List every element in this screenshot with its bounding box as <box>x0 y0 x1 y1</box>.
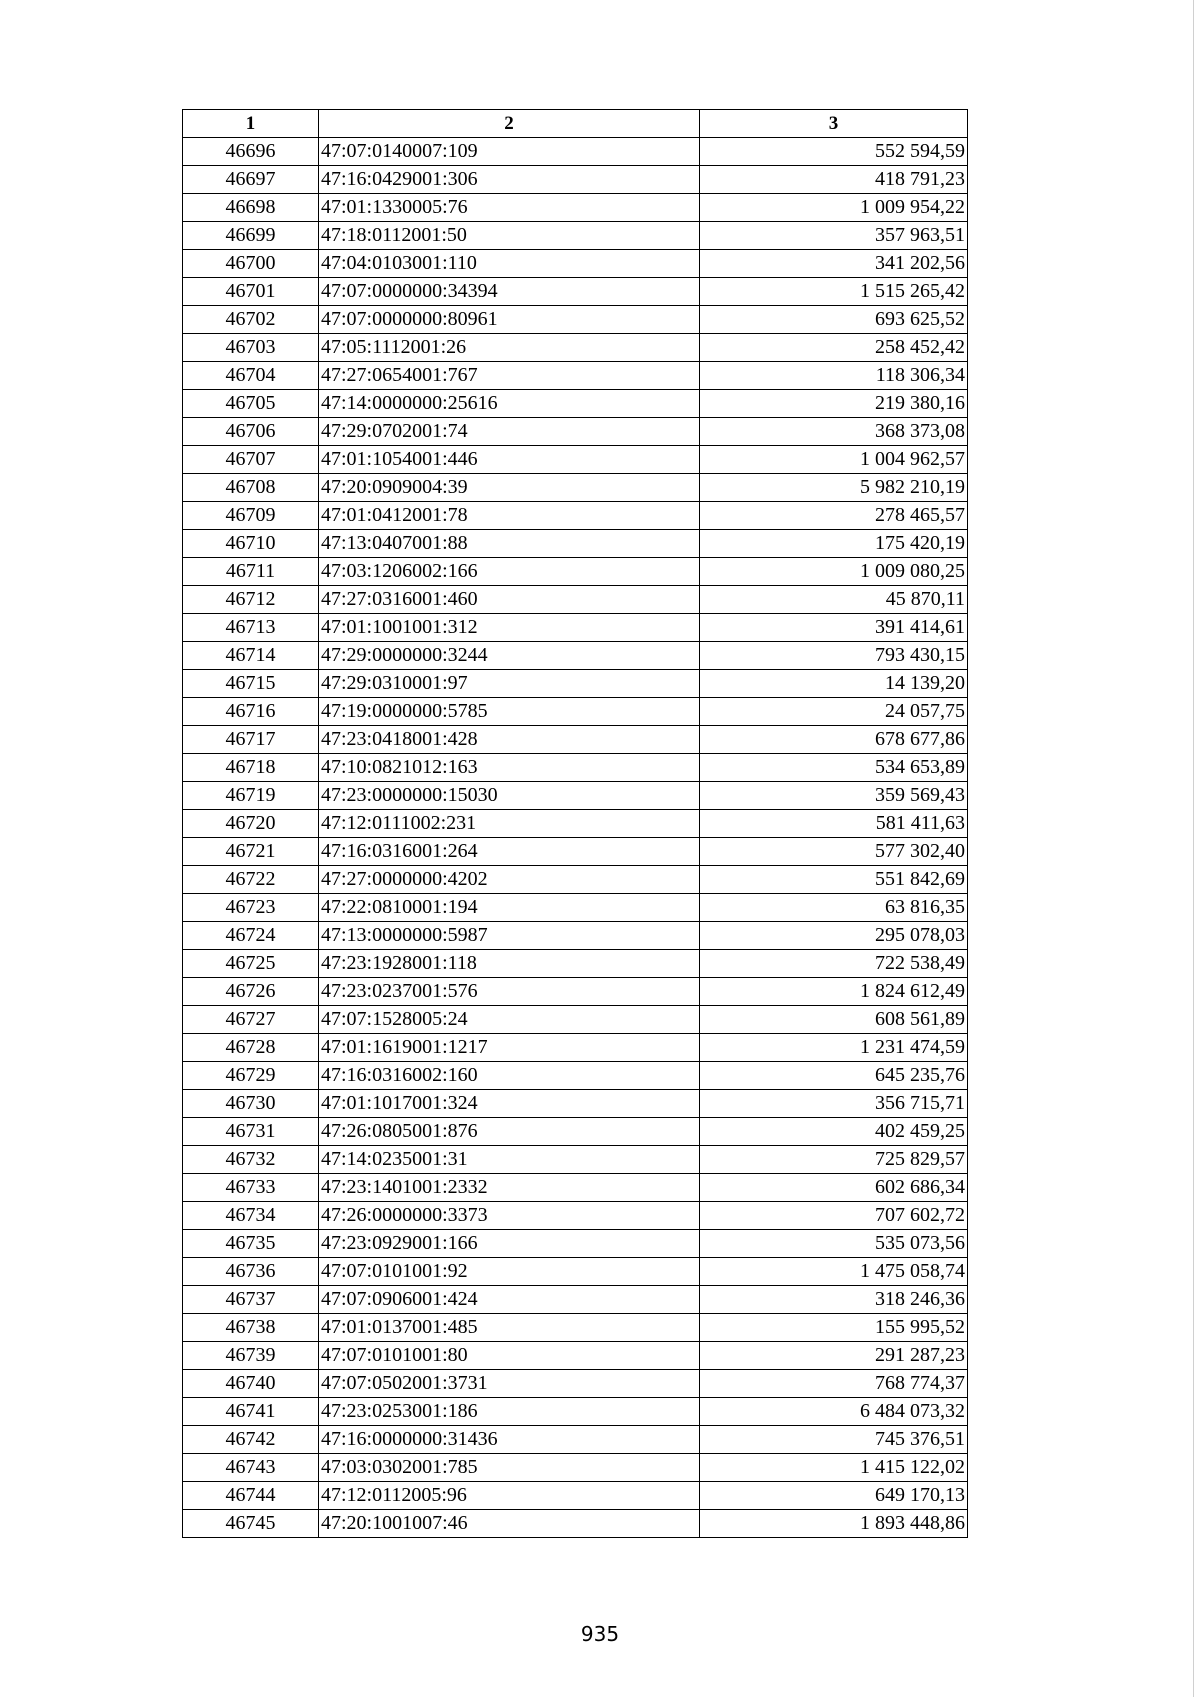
cadastral-number-cell: 47:20:1001007:46 <box>319 1510 700 1538</box>
row-number-cell: 46712 <box>183 586 319 614</box>
value-cell: 278 465,57 <box>700 502 968 530</box>
value-cell: 649 170,13 <box>700 1482 968 1510</box>
page-edge-line <box>1193 0 1194 1697</box>
row-number-cell: 46734 <box>183 1202 319 1230</box>
cadastral-number-cell: 47:07:0101001:92 <box>319 1258 700 1286</box>
row-number-cell: 46704 <box>183 362 319 390</box>
row-number-cell: 46716 <box>183 698 319 726</box>
cadastral-number-cell: 47:01:1054001:446 <box>319 446 700 474</box>
table-row <box>183 1006 968 1034</box>
row-number-cell: 46727 <box>183 1006 319 1034</box>
table-row <box>183 502 968 530</box>
value-cell: 534 653,89 <box>700 754 968 782</box>
table-row <box>183 446 968 474</box>
row-number-cell: 46719 <box>183 782 319 810</box>
row-number-cell: 46738 <box>183 1314 319 1342</box>
table-row <box>183 334 968 362</box>
cadastral-number-cell: 47:16:0316002:160 <box>319 1062 700 1090</box>
cadastral-number-cell: 47:29:0702001:74 <box>319 418 700 446</box>
cadastral-number-cell: 47:07:0502001:3731 <box>319 1370 700 1398</box>
row-number-cell: 46701 <box>183 278 319 306</box>
value-cell: 1 009 954,22 <box>700 194 968 222</box>
table-row <box>183 894 968 922</box>
cadastral-number-cell: 47:23:0418001:428 <box>319 726 700 754</box>
row-number-cell: 46740 <box>183 1370 319 1398</box>
row-number-cell: 46737 <box>183 1286 319 1314</box>
cadastral-number-cell: 47:19:0000000:5785 <box>319 698 700 726</box>
row-number-cell: 46736 <box>183 1258 319 1286</box>
table-row <box>183 558 968 586</box>
column-header-3: 3 <box>700 110 968 138</box>
row-number-cell: 46707 <box>183 446 319 474</box>
table-row <box>183 978 968 1006</box>
value-cell: 63 816,35 <box>700 894 968 922</box>
value-cell: 1 004 962,57 <box>700 446 968 474</box>
value-cell: 552 594,59 <box>700 138 968 166</box>
table-row <box>183 726 968 754</box>
value-cell: 219 380,16 <box>700 390 968 418</box>
table-row <box>183 194 968 222</box>
row-number-cell: 46728 <box>183 1034 319 1062</box>
row-number-cell: 46722 <box>183 866 319 894</box>
row-number-cell: 46743 <box>183 1454 319 1482</box>
value-cell: 14 139,20 <box>700 670 968 698</box>
value-cell: 1 893 448,86 <box>700 1510 968 1538</box>
table-row <box>183 1426 968 1454</box>
cadastral-number-cell: 47:01:1001001:312 <box>319 614 700 642</box>
table-row <box>183 810 968 838</box>
row-number-cell: 46731 <box>183 1118 319 1146</box>
cadastral-number-cell: 47:07:0000000:80961 <box>319 306 700 334</box>
table-row <box>183 1482 968 1510</box>
cadastral-number-cell: 47:26:0805001:876 <box>319 1118 700 1146</box>
cadastral-number-cell: 47:23:0929001:166 <box>319 1230 700 1258</box>
value-cell: 678 677,86 <box>700 726 968 754</box>
cadastral-number-cell: 47:23:1928001:118 <box>319 950 700 978</box>
row-number-cell: 46741 <box>183 1398 319 1426</box>
row-number-cell: 46696 <box>183 138 319 166</box>
table-row <box>183 250 968 278</box>
cadastral-number-cell: 47:13:0000000:5987 <box>319 922 700 950</box>
table-row <box>183 1398 968 1426</box>
value-cell: 357 963,51 <box>700 222 968 250</box>
row-number-cell: 46718 <box>183 754 319 782</box>
value-cell: 356 715,71 <box>700 1090 968 1118</box>
table-body <box>183 138 968 1538</box>
row-number-cell: 46713 <box>183 614 319 642</box>
cadastral-number-cell: 47:01:1330005:76 <box>319 194 700 222</box>
column-header-2: 2 <box>319 110 700 138</box>
cadastral-number-cell: 47:07:0906001:424 <box>319 1286 700 1314</box>
table-row <box>183 1090 968 1118</box>
row-number-cell: 46721 <box>183 838 319 866</box>
cadastral-number-cell: 47:04:0103001:110 <box>319 250 700 278</box>
cadastral-number-cell: 47:16:0429001:306 <box>319 166 700 194</box>
cadastral-number-cell: 47:10:0821012:163 <box>319 754 700 782</box>
table-row <box>183 1034 968 1062</box>
value-cell: 402 459,25 <box>700 1118 968 1146</box>
row-number-cell: 46714 <box>183 642 319 670</box>
value-cell: 175 420,19 <box>700 530 968 558</box>
value-cell: 118 306,34 <box>700 362 968 390</box>
value-cell: 45 870,11 <box>700 586 968 614</box>
cadastral-number-cell: 47:14:0000000:25616 <box>319 390 700 418</box>
value-cell: 745 376,51 <box>700 1426 968 1454</box>
row-number-cell: 46702 <box>183 306 319 334</box>
value-cell: 291 287,23 <box>700 1342 968 1370</box>
row-number-cell: 46726 <box>183 978 319 1006</box>
table-row <box>183 1314 968 1342</box>
value-cell: 722 538,49 <box>700 950 968 978</box>
table-row <box>183 1118 968 1146</box>
value-cell: 645 235,76 <box>700 1062 968 1090</box>
value-cell: 1 009 080,25 <box>700 558 968 586</box>
table-row <box>183 306 968 334</box>
table-row <box>183 1342 968 1370</box>
table-row <box>183 838 968 866</box>
cadastral-number-cell: 47:01:0137001:485 <box>319 1314 700 1342</box>
cadastral-number-cell: 47:22:0810001:194 <box>319 894 700 922</box>
value-cell: 577 302,40 <box>700 838 968 866</box>
cadastral-number-cell: 47:01:1017001:324 <box>319 1090 700 1118</box>
table-row <box>183 866 968 894</box>
row-number-cell: 46710 <box>183 530 319 558</box>
cadastral-number-cell: 47:27:0000000:4202 <box>319 866 700 894</box>
row-number-cell: 46733 <box>183 1174 319 1202</box>
value-cell: 359 569,43 <box>700 782 968 810</box>
value-cell: 24 057,75 <box>700 698 968 726</box>
row-number-cell: 46705 <box>183 390 319 418</box>
registry-table <box>182 109 968 1538</box>
value-cell: 155 995,52 <box>700 1314 968 1342</box>
cadastral-number-cell: 47:07:1528005:24 <box>319 1006 700 1034</box>
cadastral-number-cell: 47:05:1112001:26 <box>319 334 700 362</box>
value-cell: 1 231 474,59 <box>700 1034 968 1062</box>
table-row <box>183 1454 968 1482</box>
value-cell: 1 415 122,02 <box>700 1454 968 1482</box>
table-row <box>183 614 968 642</box>
table-row <box>183 1510 968 1538</box>
cadastral-number-cell: 47:20:0909004:39 <box>319 474 700 502</box>
row-number-cell: 46711 <box>183 558 319 586</box>
value-cell: 1 475 058,74 <box>700 1258 968 1286</box>
table-row <box>183 782 968 810</box>
value-cell: 725 829,57 <box>700 1146 968 1174</box>
cadastral-number-cell: 47:01:1619001:1217 <box>319 1034 700 1062</box>
cadastral-number-cell: 47:23:1401001:2332 <box>319 1174 700 1202</box>
value-cell: 768 774,37 <box>700 1370 968 1398</box>
row-number-cell: 46720 <box>183 810 319 838</box>
table-row <box>183 1062 968 1090</box>
table-row <box>183 1146 968 1174</box>
table-row <box>183 530 968 558</box>
cadastral-number-cell: 47:12:0111002:231 <box>319 810 700 838</box>
table-header <box>183 110 968 138</box>
cadastral-number-cell: 47:29:0310001:97 <box>319 670 700 698</box>
value-cell: 693 625,52 <box>700 306 968 334</box>
table-row <box>183 922 968 950</box>
row-number-cell: 46717 <box>183 726 319 754</box>
cadastral-number-cell: 47:23:0000000:15030 <box>319 782 700 810</box>
row-number-cell: 46735 <box>183 1230 319 1258</box>
row-number-cell: 46697 <box>183 166 319 194</box>
value-cell: 551 842,69 <box>700 866 968 894</box>
cadastral-number-cell: 47:03:0302001:785 <box>319 1454 700 1482</box>
row-number-cell: 46715 <box>183 670 319 698</box>
table-row <box>183 390 968 418</box>
value-cell: 1 515 265,42 <box>700 278 968 306</box>
table-row <box>183 950 968 978</box>
table-row <box>183 1174 968 1202</box>
row-number-cell: 46745 <box>183 1510 319 1538</box>
value-cell: 5 982 210,19 <box>700 474 968 502</box>
row-number-cell: 46706 <box>183 418 319 446</box>
table-row <box>183 138 968 166</box>
row-number-cell: 46703 <box>183 334 319 362</box>
table-row <box>183 278 968 306</box>
table-row <box>183 362 968 390</box>
value-cell: 368 373,08 <box>700 418 968 446</box>
value-cell: 341 202,56 <box>700 250 968 278</box>
value-cell: 602 686,34 <box>700 1174 968 1202</box>
cadastral-number-cell: 47:23:0237001:576 <box>319 978 700 1006</box>
table-row <box>183 418 968 446</box>
cadastral-number-cell: 47:12:0112005:96 <box>319 1482 700 1510</box>
table-row <box>183 754 968 782</box>
value-cell: 707 602,72 <box>700 1202 968 1230</box>
value-cell: 6 484 073,32 <box>700 1398 968 1426</box>
row-number-cell: 46742 <box>183 1426 319 1454</box>
value-cell: 535 073,56 <box>700 1230 968 1258</box>
value-cell: 1 824 612,49 <box>700 978 968 1006</box>
value-cell: 258 452,42 <box>700 334 968 362</box>
table-row <box>183 1202 968 1230</box>
table-row <box>183 670 968 698</box>
cadastral-number-cell: 47:27:0316001:460 <box>319 586 700 614</box>
header-row <box>183 110 968 138</box>
cadastral-number-cell: 47:29:0000000:3244 <box>319 642 700 670</box>
table-row <box>183 642 968 670</box>
value-cell: 608 561,89 <box>700 1006 968 1034</box>
cadastral-number-cell: 47:16:0316001:264 <box>319 838 700 866</box>
value-cell: 793 430,15 <box>700 642 968 670</box>
cadastral-number-cell: 47:07:0140007:109 <box>319 138 700 166</box>
table-row <box>183 474 968 502</box>
value-cell: 295 078,03 <box>700 922 968 950</box>
row-number-cell: 46708 <box>183 474 319 502</box>
row-number-cell: 46729 <box>183 1062 319 1090</box>
row-number-cell: 46744 <box>183 1482 319 1510</box>
table-row <box>183 1286 968 1314</box>
table-row <box>183 698 968 726</box>
column-header-1: 1 <box>183 110 319 138</box>
cadastral-number-cell: 47:03:1206002:166 <box>319 558 700 586</box>
cadastral-number-cell: 47:07:0000000:34394 <box>319 278 700 306</box>
row-number-cell: 46732 <box>183 1146 319 1174</box>
value-cell: 418 791,23 <box>700 166 968 194</box>
cadastral-number-cell: 47:07:0101001:80 <box>319 1342 700 1370</box>
cadastral-number-cell: 47:23:0253001:186 <box>319 1398 700 1426</box>
cadastral-number-cell: 47:01:0412001:78 <box>319 502 700 530</box>
cadastral-number-cell: 47:14:0235001:31 <box>319 1146 700 1174</box>
table-row <box>183 222 968 250</box>
value-cell: 391 414,61 <box>700 614 968 642</box>
table-row <box>183 1258 968 1286</box>
cadastral-number-cell: 47:26:0000000:3373 <box>319 1202 700 1230</box>
cadastral-number-cell: 47:16:0000000:31436 <box>319 1426 700 1454</box>
table-row <box>183 1230 968 1258</box>
table-row <box>183 1370 968 1398</box>
row-number-cell: 46739 <box>183 1342 319 1370</box>
row-number-cell: 46698 <box>183 194 319 222</box>
row-number-cell: 46700 <box>183 250 319 278</box>
table-row <box>183 586 968 614</box>
cadastral-number-cell: 47:18:0112001:50 <box>319 222 700 250</box>
cadastral-number-cell: 47:27:0654001:767 <box>319 362 700 390</box>
row-number-cell: 46699 <box>183 222 319 250</box>
row-number-cell: 46724 <box>183 922 319 950</box>
cadastral-number-cell: 47:13:0407001:88 <box>319 530 700 558</box>
value-cell: 581 411,63 <box>700 810 968 838</box>
row-number-cell: 46709 <box>183 502 319 530</box>
value-cell: 318 246,36 <box>700 1286 968 1314</box>
row-number-cell: 46723 <box>183 894 319 922</box>
page-number: 935 <box>580 1622 620 1646</box>
table-row <box>183 166 968 194</box>
row-number-cell: 46725 <box>183 950 319 978</box>
row-number-cell: 46730 <box>183 1090 319 1118</box>
